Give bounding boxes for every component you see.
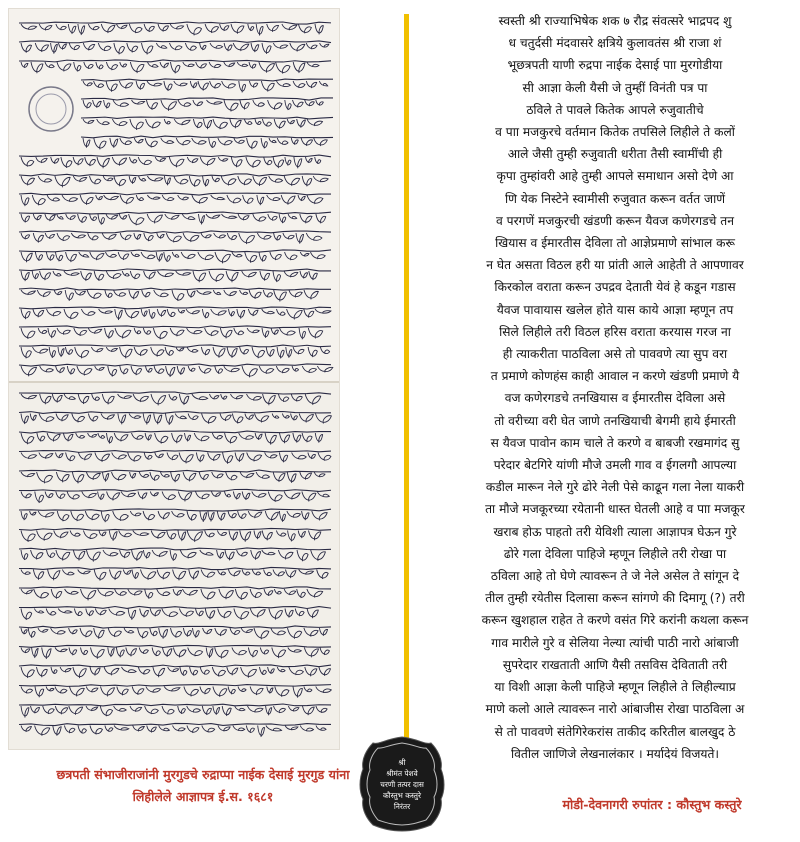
seal-line: श्री [398, 757, 406, 767]
transcript-line: कृपा तुम्हांवरी आहे तुम्ही आपले समाधान असो देणे आ [496, 169, 734, 184]
transcript-line: से तो पाववणे संतेगिरेकरांस ताकीद करितील बालखुद ठे [494, 724, 736, 739]
transcript-line: व पाा मजकुरचे वर्तमान कितेक तपसिले लिहीले ते कलों [495, 125, 735, 140]
transcript-line: ता मौजे मजकूरच्या रयेतानी धास्त घेतली आहे व पाा मजकूर [485, 502, 745, 517]
transcript-line: यैवज पावायास खलेल होते यास काये आज्ञा म्हणून तप [496, 302, 734, 317]
transcript-line: माणे कलो आले त्यावरून नारो आंबाजीस रोखा पाठविला अ [485, 702, 745, 717]
transcript-line: ठविले ते पावले कितेक आपले रुजुवातीचे [526, 102, 704, 117]
transcript-line: किरकोल वराता करून उपद्रव देताती येवं हे कडून गडास [494, 280, 736, 295]
transcription-credit: मोडी-देवनागरी रुपांतर : कौस्तुभ कस्तुरे [562, 797, 742, 812]
transcript-line: ढोरे गला देविला पाहिजे म्हणून लिहीले तरी रोखा पा [503, 546, 727, 561]
transcript-line: या विशी आज्ञा केली पाहिजे म्हणून लिहीले ते लिहील्याप्र [494, 680, 736, 695]
yellow-divider [404, 14, 409, 814]
transcript-line: स यैवज पावोन काम चाले ते करणे व बाबजी रखमागंद सु [490, 435, 740, 450]
seal-line: चरणी तत्पर दास [380, 779, 424, 789]
transcript-line: सुपरेदार राखताती आणि यैसी तसविस देविताती तरी [502, 657, 728, 672]
seal-line: निरंतर [393, 801, 411, 811]
transcript-line: सिले लिहीले तरी विठल हरिस वराता करयास गरज ना [499, 324, 731, 339]
modi-script-handwriting [9, 9, 339, 749]
transcript-line: व परगणें मजकुरची खंडणी करून यैवज कणेरगडचे तन [496, 213, 734, 228]
transcript-line: णि येक निस्टेने स्वामीसी रुजुवात करून वर्तत जाणें [504, 191, 726, 206]
manuscript-upper-sheet [9, 9, 339, 381]
author-seal [359, 735, 445, 833]
caption-line-1: छत्रपती संभाजीराजांनी मुरगुडचे रुद्राप्पा नाईक देसाई मुरगुड यांना [56, 767, 350, 782]
transcript-line: खराब होऊ पाहतो तरी येविशी त्याला आज्ञापत्र घेऊन गुरे [493, 524, 737, 539]
transcript-line: ध चतुर्दसी मंदवासरे क्षत्रिये कुलावतंस श्री राजा शं [508, 36, 722, 51]
transcript-line: तील तुम्ही रयेतीस दिलासा करून सांगणे की दिमागू (?) तरी [485, 591, 745, 606]
seal-line: श्रीमंत पेशवे [386, 768, 418, 778]
transcript-line: करून खुशहाल राहेत ते करणे वसंत गिरे करांनी कथला करून [481, 613, 749, 628]
transcript-line: कडील मारून नेले गुरे ढोरे नेली पेसे काढून गला नेला याकरी [485, 480, 745, 495]
transcript-line: वितील जाणिजे लेखनालंकार । मर्यादेयं विजयते। [510, 746, 720, 761]
manuscript-caption [4, 764, 402, 808]
transcript-line: स्वस्ती श्री राज्याभिषेक शक ७ रौद्र संवत्सरे भाद्रपद शु [498, 14, 732, 28]
transcript-line: वज कणेरगडचे तनखियास व ईमारतीस देविला असे [504, 391, 726, 406]
caption-line-2: लिहीलेले आज्ञापत्र ई.स. १६८१ [132, 789, 274, 804]
transcript-line: ही त्याकरीता पाठविला असे तो पाववणे त्या सुप वरा [502, 347, 728, 362]
seal-text [359, 735, 445, 833]
transcript-line: गाव मारीले गुरे व सेलिया नेल्या त्यांची पाठी नारो आंबाजी [491, 635, 739, 650]
manuscript-image [8, 8, 340, 750]
transcript-line: परेदार बेटगिरे यांणी मौजे उमली गाव व ईगलगौ आपल्या [493, 458, 737, 473]
transcript-line: भूछत्रपती याणी रुद्रपा नाईक देसाई पाा मुरगोडीया [507, 58, 723, 73]
transcript-line: सी आज्ञा केली यैसी जे तुम्हीं विनंती पत्र पा [522, 80, 708, 95]
transcript-line: तो वरीच्या वरी घेत जाणे तनखियाची बेगमी हाये ईमारती [494, 413, 736, 428]
transcription-text [440, 10, 790, 765]
transcript-line: ठविला आहे तो घेणे त्यावरून ते जे नेले असेल ते सांगून दे [490, 569, 740, 584]
transcript-line: त प्रमाणे कोणहंस काही आवाल न करणे खंडणी प्रमाणे यै [490, 369, 740, 384]
transcript-line: न घेत असता विठल हरी या प्रांती आले आहेती ते आपणावर [486, 258, 744, 273]
seal-line: कौस्तुभ कस्तुरे [382, 790, 421, 800]
transcript-line: खियास व ईमारतीस देविला तो आज्ञेप्रमाणे सांभाल करू [495, 236, 735, 251]
transcript-line: आले जैसी तुम्ही रुजुवाती धरीता तैसी स्वामींची ही [507, 147, 723, 162]
